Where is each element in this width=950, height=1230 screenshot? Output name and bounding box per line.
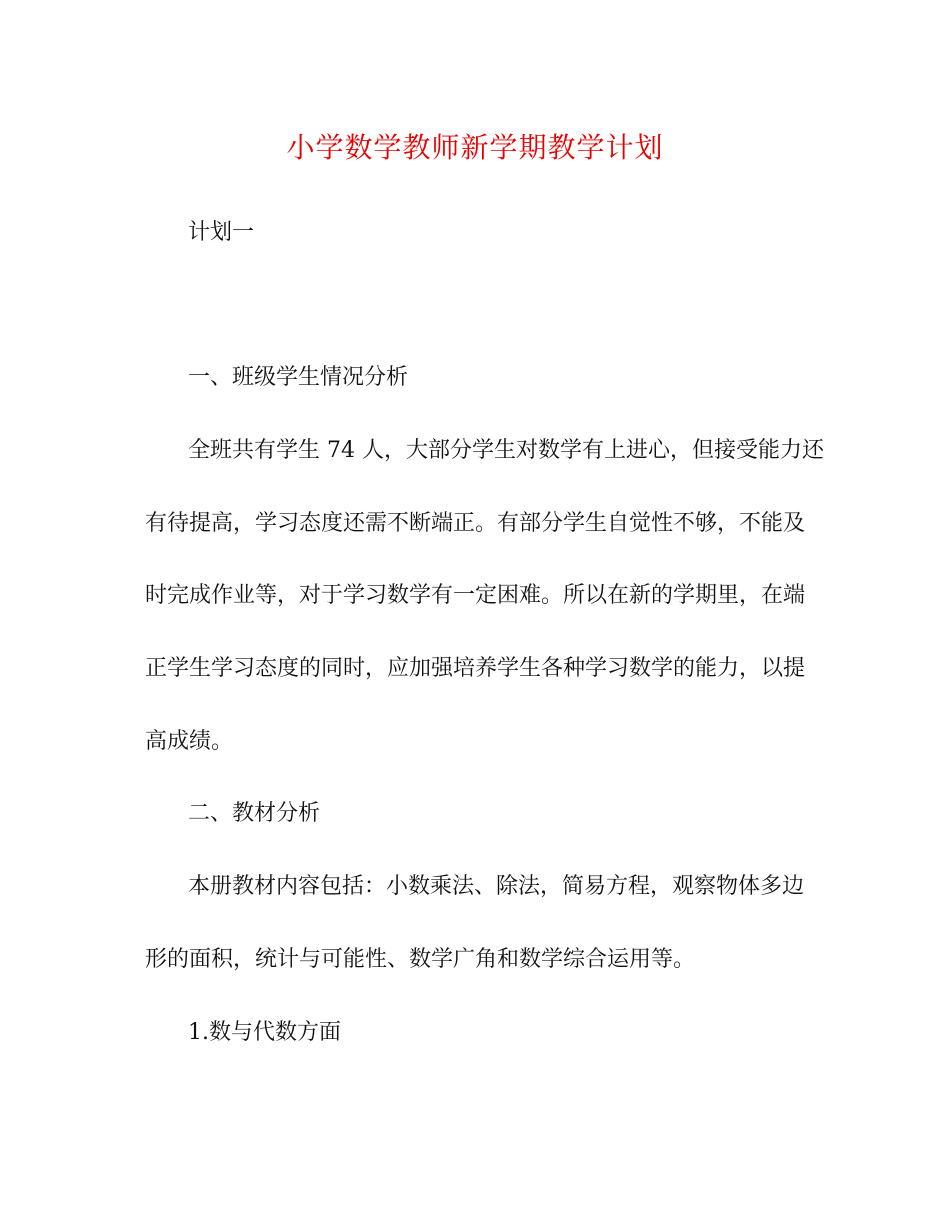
document-title: 小学数学教师新学期教学计划	[286, 131, 664, 164]
section1-paragraph-line: 全班共有学生 74 人，大部分学生对数学有上进心，但接受能力还	[188, 438, 824, 463]
section1-paragraph-line: 正学生学习态度的同时，应加强培养学生各种学习数学的能力，以提	[145, 656, 806, 681]
section2-paragraph-line: 形的面积，统计与可能性、数学广角和数学综合运用等。	[145, 947, 696, 972]
section2-paragraph-line: 本册教材内容包括：小数乘法、除法，简易方程，观察物体多边	[188, 874, 805, 899]
section1-paragraph-line: 时完成作业等，对于学习数学有一定困难。所以在新的学期里，在端	[145, 583, 806, 608]
section1-paragraph-line: 有待提高，学习态度还需不断端正。有部分学生自觉性不够，不能及	[145, 511, 806, 536]
plan-label: 计划一	[188, 220, 255, 245]
section2-heading: 二、教材分析	[188, 801, 321, 826]
section2-subheading: 1.数与代数方面	[188, 1020, 341, 1045]
section1-paragraph-line: 高成绩。	[145, 729, 234, 754]
section1-heading: 一、班级学生情况分析	[188, 365, 409, 390]
